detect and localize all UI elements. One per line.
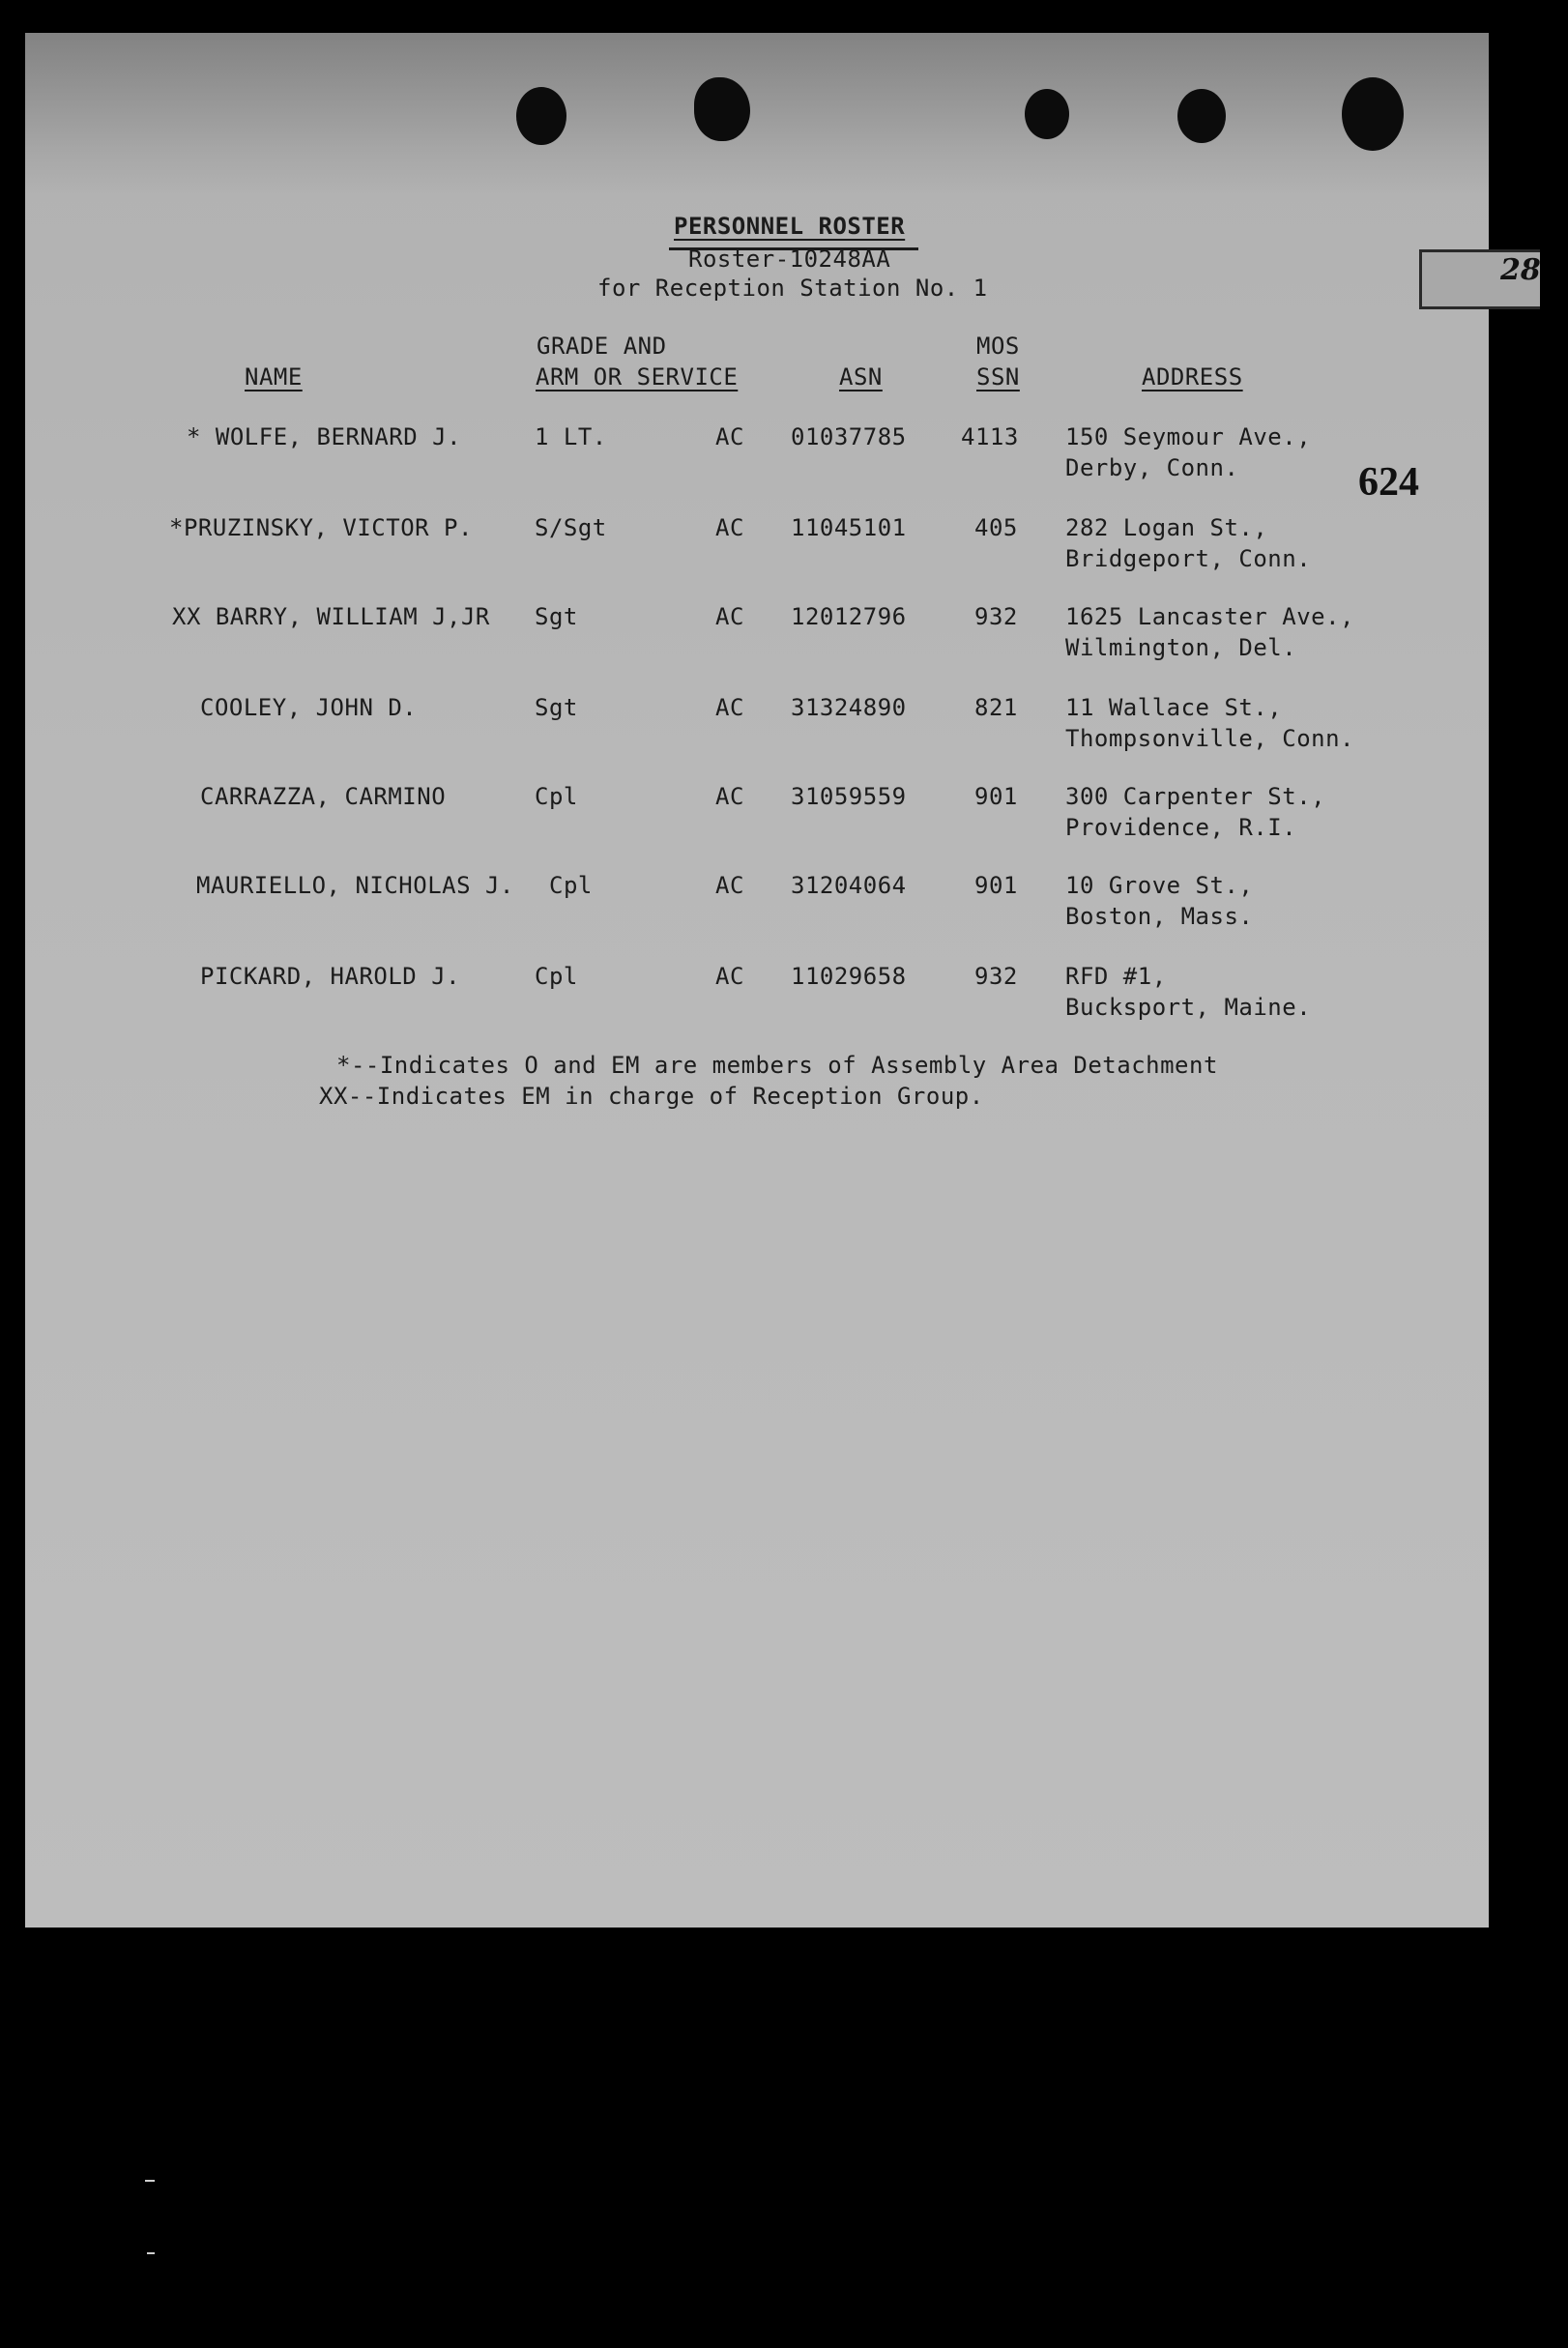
- row-grade: S/Sgt: [535, 514, 607, 541]
- row-arm: AC: [715, 963, 744, 990]
- row-address-line1: 300 Carpenter St.,: [1065, 783, 1326, 810]
- row-mos: 932: [974, 963, 1018, 990]
- row-asn: 11045101: [791, 514, 907, 541]
- column-header-grade-line2: ARM OR SERVICE: [536, 363, 739, 391]
- row-mos: 821: [974, 694, 1018, 721]
- punch-hole: [1342, 77, 1404, 151]
- row-grade: Cpl: [549, 872, 593, 899]
- row-grade: Sgt: [535, 694, 578, 721]
- page-shadow: [25, 33, 1489, 197]
- punch-hole: [516, 87, 566, 145]
- scan-artifact: [145, 2180, 155, 2182]
- row-name: MAURIELLO, NICHOLAS J.: [196, 872, 514, 899]
- row-arm: AC: [715, 603, 744, 630]
- row-asn: 01037785: [791, 423, 907, 450]
- document-title: PERSONNEL ROSTER: [674, 213, 906, 240]
- punch-hole: [1177, 89, 1226, 143]
- row-name: * WOLFE, BERNARD J.: [187, 423, 462, 450]
- row-address-line2: Bridgeport, Conn.: [1065, 545, 1312, 572]
- row-asn: 11029658: [791, 963, 907, 990]
- row-grade: Sgt: [535, 603, 578, 630]
- row-grade: Cpl: [535, 963, 578, 990]
- punch-hole: [694, 77, 750, 141]
- row-asn: 31059559: [791, 783, 907, 810]
- row-arm: AC: [715, 872, 744, 899]
- row-grade: 1 LT.: [535, 423, 607, 450]
- row-name: PICKARD, HAROLD J.: [200, 963, 461, 990]
- row-mos: 4113: [961, 423, 1019, 450]
- corner-handwritten-mark: 28: [1500, 253, 1541, 287]
- row-arm: AC: [715, 423, 744, 450]
- row-grade: Cpl: [535, 783, 578, 810]
- row-address-line1: 282 Logan St.,: [1065, 514, 1268, 541]
- row-address-line2: Bucksport, Maine.: [1065, 994, 1312, 1021]
- punch-hole: [1025, 89, 1069, 139]
- row-address-line2: Boston, Mass.: [1065, 903, 1254, 930]
- row-address-line2: Providence, R.I.: [1065, 814, 1297, 841]
- column-header-ssn: SSN: [976, 363, 1020, 391]
- row-mos: 901: [974, 783, 1018, 810]
- row-arm: AC: [715, 514, 744, 541]
- column-header-name: NAME: [245, 363, 303, 391]
- column-header-address: ADDRESS: [1142, 363, 1243, 391]
- stamped-page-number: 624: [1358, 460, 1419, 505]
- row-name: *PRUZINSKY, VICTOR P.: [169, 514, 473, 541]
- row-asn: 31204064: [791, 872, 907, 899]
- row-address-line1: 150 Seymour Ave.,: [1065, 423, 1312, 450]
- row-address-line1: 10 Grove St.,: [1065, 872, 1254, 899]
- row-mos: 901: [974, 872, 1018, 899]
- column-header-grade-line1: GRADE AND: [537, 333, 667, 360]
- row-address-line2: Thompsonville, Conn.: [1065, 725, 1354, 752]
- row-address-line1: RFD #1,: [1065, 963, 1167, 990]
- row-arm: AC: [715, 783, 744, 810]
- row-name: CARRAZZA, CARMINO: [200, 783, 447, 810]
- row-mos: 932: [974, 603, 1018, 630]
- row-address-line2: Derby, Conn.: [1065, 454, 1239, 481]
- row-address-line1: 1625 Lancaster Ave.,: [1065, 603, 1354, 630]
- row-arm: AC: [715, 694, 744, 721]
- row-asn: 31324890: [791, 694, 907, 721]
- footnote-double-x: XX--Indicates EM in charge of Reception Group.: [319, 1083, 984, 1110]
- document-subtitle: for Reception Station No. 1: [597, 275, 988, 302]
- roster-id: Roster-10248AA: [688, 246, 891, 273]
- row-name: XX BARRY, WILLIAM J,JR: [172, 603, 490, 630]
- column-header-mos: MOS: [976, 333, 1020, 360]
- footnote-asterisk: *--Indicates O and EM are members of Assembly Area Detachment: [336, 1052, 1218, 1079]
- column-header-asn: ASN: [839, 363, 883, 391]
- row-name: COOLEY, JOHN D.: [200, 694, 418, 721]
- row-mos: 405: [974, 514, 1018, 541]
- row-asn: 12012796: [791, 603, 907, 630]
- scan-artifact: [147, 2252, 155, 2254]
- row-address-line2: Wilmington, Del.: [1065, 634, 1297, 661]
- row-address-line1: 11 Wallace St.,: [1065, 694, 1283, 721]
